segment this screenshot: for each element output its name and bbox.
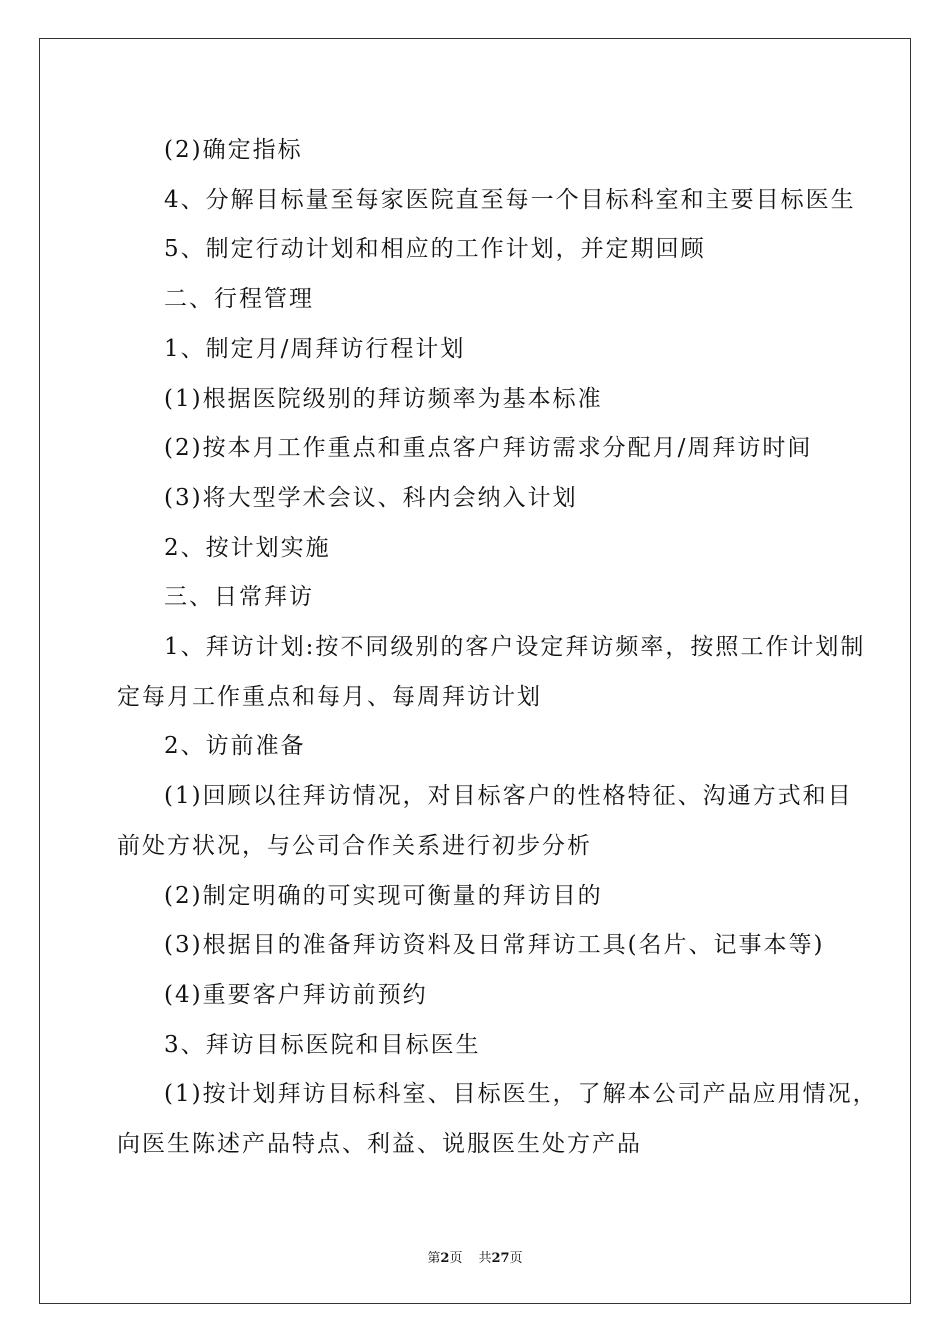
total-pages: 27 <box>491 1251 510 1266</box>
section-heading: 二、行程管理 <box>164 286 314 313</box>
page-suffix: 页 <box>449 1251 463 1266</box>
document-body <box>117 126 878 1170</box>
paragraph-continuation: 定每月工作重点和每月、每周拜访计划 <box>117 683 542 710</box>
paragraph: 1、拜访计划:按不同级别的客户设定拜访频率，按照工作计划制 <box>164 634 866 661</box>
page-footer <box>0 1247 950 1266</box>
paragraph: (3)将大型学术会议、科内会纳入计划 <box>164 484 578 511</box>
paragraph: 4、分解目标量至每家医院直至每一个目标科室和主要目标医生 <box>164 186 856 213</box>
paragraph: (1)按计划拜访目标科室、目标医生，了解本公司产品应用情况， <box>164 1081 878 1108</box>
paragraph: 3、拜访目标医院和目标医生 <box>164 1031 481 1058</box>
paragraph: 2、按计划实施 <box>164 534 331 561</box>
paragraph: (1)根据医院级别的拜访频率为基本标准 <box>164 385 603 412</box>
paragraph: 1、制定月/周拜访行程计划 <box>164 335 466 362</box>
paragraph: (2)制定明确的可实现可衡量的拜访目的 <box>164 882 603 909</box>
paragraph: (1)回顾以往拜访情况，对目标客户的性格特征、沟通方式和目 <box>164 783 853 810</box>
total-prefix: 共 <box>478 1251 492 1266</box>
total-suffix: 页 <box>509 1251 523 1266</box>
section-heading: 三、日常拜访 <box>164 584 314 611</box>
paragraph: (3)根据目的准备拜访资料及日常拜访工具(名片、记事本等) <box>164 932 825 959</box>
paragraph: (2)按本月工作重点和重点客户拜访需求分配月/周拜访时间 <box>164 435 813 462</box>
paragraph: 2、访前准备 <box>164 733 306 760</box>
paragraph: 5、制定行动计划和相应的工作计划，并定期回顾 <box>164 236 706 263</box>
paragraph-continuation: 前处方状况，与公司合作关系进行初步分析 <box>117 832 592 859</box>
paragraph: (2)确定指标 <box>164 137 303 163</box>
page-number: 2 <box>440 1251 450 1266</box>
paragraph-continuation: 向医生陈述产品特点、利益、说服医生处方产品 <box>117 1131 642 1158</box>
paragraph: (4)重要客户拜访前预约 <box>164 981 428 1008</box>
page-prefix: 第 <box>427 1251 441 1266</box>
